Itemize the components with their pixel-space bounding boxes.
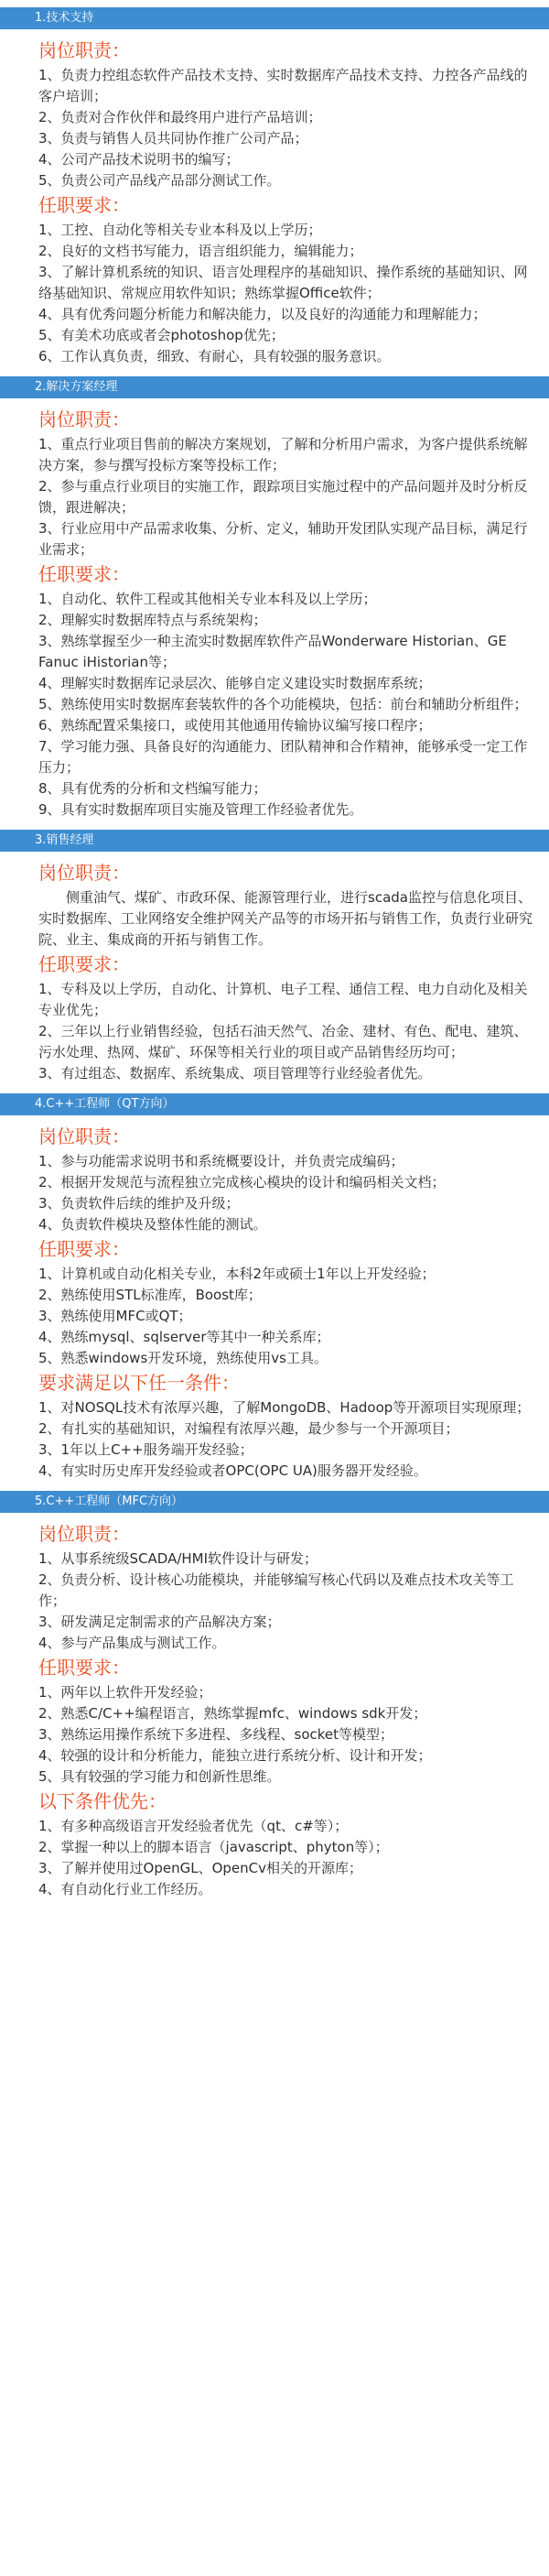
list-item: 5、具有较强的学习能力和创新性思维。 [38, 1768, 281, 1785]
list-item: 5、有美术功底或者会photoshop优先； [38, 327, 285, 343]
list-item: 1、从事系统级SCADA/HMI软件设计与研发； [38, 1550, 318, 1567]
list-item: 2、有扎实的基础知识，对编程有浓厚兴趣，最少参与一个开源项目； [38, 1420, 459, 1437]
list-item: 2、良好的文档书写能力，语言组织能力，编辑能力； [38, 243, 363, 259]
list-item: 2、熟悉C/C++编程语言，熟练掌握mfc、windows sdk开发； [38, 1705, 427, 1722]
list-item: 6、工作认真负责，细致、有耐心，具有较强的服务意识。 [38, 348, 391, 364]
list-item: 4、熟练mysql、sqlserver等其中一种关系库； [38, 1329, 330, 1345]
block-title: 要求满足以下任一条件： [38, 1372, 240, 1394]
list-item: 1、参与功能需求说明书和系统概要设计，并负责完成编码； [38, 1153, 404, 1169]
list-item: 5、熟悉windows开发环境，熟练使用vs工具。 [38, 1350, 328, 1366]
paragraph: 侧重油气、煤矿、市政环保、能源管理行业，进行scada监控与信息化项目、实时数据库、工业网络安全维护网关产品等的市场开拓与销售工作，负责行业研究院、业主、集成商的开拓与销售工作。 [38, 889, 533, 948]
block-title: 岗位职责： [38, 862, 130, 884]
list-item: 3、熟练运用操作系统下多进程、多线程、socket等模型； [38, 1726, 394, 1743]
block-title: 任职要求： [38, 563, 130, 585]
list-item: 3、了解计算机系统的知识、语言处理程序的基础知识、操作系统的基础知识、网络基础知识、常规应用软件知识；熟练掌握Office软件； [38, 264, 528, 301]
list-item: 1、重点行业项目售前的解决方案规划，了解和分析用户需求，为客户提供系统解决方案，参与撰写投标方案等投标工作； [38, 436, 528, 473]
list-item: 2、参与重点行业项目的实施工作，跟踪项目实施过程中的产品问题并及时分析反馈，跟进解决； [38, 478, 528, 516]
list-item: 5、熟练使用实时数据库套装软件的各个功能模块，包括：前台和辅助分析组件； [38, 696, 528, 712]
section-solution-manager [0, 376, 549, 821]
block-title: 任职要求： [38, 1657, 130, 1679]
section-sales-manager [0, 830, 549, 1084]
section-cpp-mfc-engineer [0, 1491, 549, 1900]
list-item: 7、学习能力强、具备良好的沟通能力、团队精神和合作精神，能够承受一定工作压力； [38, 738, 528, 776]
list-item: 1、负责力控组态软件产品技术支持、实时数据库产品技术支持、力控各产品线的客户培训； [38, 67, 528, 104]
list-item: 2、根据开发规范与流程独立完成核心模块的设计和编码相关文档； [38, 1174, 446, 1190]
section-header: 3.销售经理 [0, 830, 549, 852]
section-header: 5.C++工程师（MFC方向） [0, 1491, 549, 1513]
list-item: 3、熟练使用MFC或QT； [38, 1308, 192, 1324]
list-item: 3、负责与销售人员共同协作推广公司产品； [38, 130, 308, 147]
list-item: 1、专科及以上学历，自动化、计算机、电子工程、通信工程、电力自动化及相关专业优先； [38, 981, 528, 1018]
list-item: 3、行业应用中产品需求收集、分析、定义，辅助开发团队实现产品目标，满足行业需求； [38, 520, 528, 558]
block-title: 任职要求： [38, 194, 130, 216]
list-item: 4、有自动化行业工作经历。 [38, 1881, 212, 1897]
list-item: 1、对NOSQL技术有浓厚兴趣，了解MongoDB、Hadoop等开源项目实现原理； [38, 1399, 531, 1416]
list-item: 4、公司产品技术说明书的编写； [38, 151, 240, 168]
list-item: 2、掌握一种以上的脚本语言（javascript、phyton等）； [38, 1839, 389, 1855]
section-header: 4.C++工程师（QT方向） [0, 1093, 549, 1115]
block-title: 岗位职责： [38, 1523, 130, 1545]
block-title: 岗位职责： [38, 1125, 130, 1147]
list-item: 3、1年以上C++服务端开发经验； [38, 1441, 253, 1458]
list-item: 1、计算机或自动化相关专业，本科2年或硕士1年以上开发经验； [38, 1266, 436, 1282]
section-cpp-qt-engineer [0, 1093, 549, 1482]
list-item: 1、两年以上软件开发经验； [38, 1684, 212, 1701]
list-item: 3、熟练掌握至少一种主流实时数据库软件产品Wonderware Historian、GE Fanuc iHistorian等； [38, 633, 507, 670]
list-item: 4、参与产品集成与测试工作。 [38, 1635, 226, 1651]
list-item: 5、负责公司产品线产品部分测试工作。 [38, 172, 281, 189]
list-item: 3、有过组态、数据库、系统集成、项目管理等行业经验者优先。 [38, 1065, 432, 1081]
list-item: 4、理解实时数据库记录层次、能够自定义建设实时数据库系统； [38, 675, 432, 691]
list-item: 2、理解实时数据库特点与系统架构； [38, 612, 267, 628]
list-item: 4、有实时历史库开发经验或者OPC(OPC UA)服务器开发经验。 [38, 1462, 427, 1479]
list-item: 2、熟练使用STL标准库，Boost库； [38, 1287, 262, 1303]
list-item: 2、负责对合作伙伴和最终用户进行产品培训； [38, 109, 322, 125]
list-item: 9、具有实时数据库项目实施及管理工作经验者优先。 [38, 801, 363, 818]
list-item: 3、研发满足定制需求的产品解决方案； [38, 1614, 281, 1630]
block-title: 任职要求： [38, 953, 130, 975]
list-item: 3、负责软件后续的维护及升级； [38, 1195, 240, 1212]
section-header: 2.解决方案经理 [0, 376, 549, 398]
list-item: 4、具有优秀问题分析能力和解决能力，以及良好的沟通能力和理解能力； [38, 306, 487, 322]
list-item: 1、工控、自动化等相关专业本科及以上学历； [38, 222, 322, 238]
list-item: 1、有多种高级语言开发经验者优先（qt、c#等）； [38, 1818, 349, 1834]
section-tech-support [0, 7, 549, 367]
section-header: 1.技术支持 [0, 7, 549, 29]
list-item: 6、熟练配置采集接口，或使用其他通用传输协议编写接口程序； [38, 717, 432, 734]
list-item: 4、负责软件模块及整体性能的测试。 [38, 1216, 267, 1233]
list-item: 1、自动化、软件工程或其他相关专业本科及以上学历； [38, 591, 377, 607]
block-title: 岗位职责： [38, 39, 130, 61]
block-title: 岗位职责： [38, 408, 130, 430]
list-item: 3、了解并使用过OpenGL、OpenCv相关的开源库； [38, 1860, 363, 1876]
block-title: 以下条件优先： [38, 1790, 167, 1812]
block-title: 任职要求： [38, 1238, 130, 1260]
list-item: 8、具有优秀的分析和文档编写能力； [38, 780, 267, 797]
list-item: 2、三年以上行业销售经验，包括石油天然气、冶金、建材、有色、配电、建筑、污水处理、热网、煤矿、环保等相关行业的项目或产品销售经历均可； [38, 1023, 528, 1060]
list-item: 4、较强的设计和分析能力，能独立进行系统分析、设计和开发； [38, 1747, 432, 1764]
list-item: 2、负责分析、设计核心功能模块，并能够编写核心代码以及难点技术攻关等工作； [38, 1571, 514, 1609]
